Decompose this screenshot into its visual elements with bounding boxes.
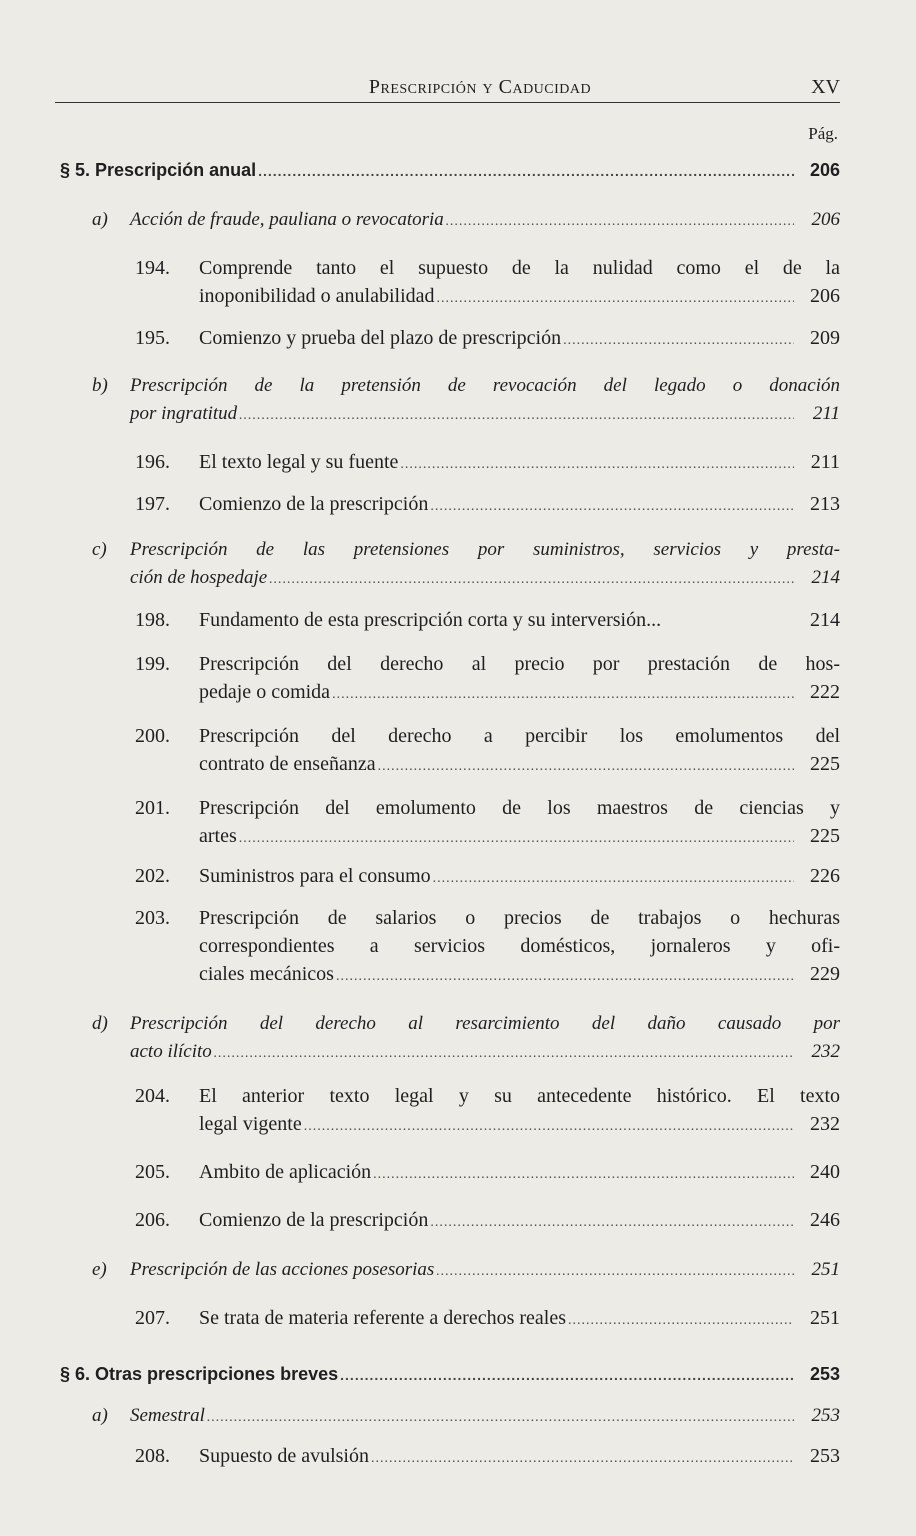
entry-title: Fundamento de esta prescripción corta y su interversión... xyxy=(199,609,662,631)
page-number: 229 xyxy=(810,963,840,985)
toc-item[interactable] xyxy=(135,722,840,781)
header-rule xyxy=(55,102,840,103)
page-number: 211 xyxy=(812,403,840,424)
entry-title-line2: pedaje o comida xyxy=(199,681,331,703)
running-head xyxy=(60,76,840,100)
subsection-entry[interactable] xyxy=(92,1010,840,1068)
entry-title: Se trata de materia referente a derechos reales xyxy=(199,1307,566,1329)
page-folio: XV xyxy=(811,76,840,98)
item-number: 205. xyxy=(135,1161,170,1183)
page-number: 222 xyxy=(810,681,840,703)
page-number: 209 xyxy=(810,327,840,349)
page-number: 240 xyxy=(810,1161,840,1183)
leader-dots xyxy=(239,402,794,430)
subsection-marker: a) xyxy=(92,1405,108,1426)
leader-dots xyxy=(258,157,794,185)
toc-item[interactable] xyxy=(135,448,840,479)
subsection-entry[interactable] xyxy=(92,206,840,236)
leader-dots xyxy=(563,327,794,355)
entry-title: Comienzo y prueba del plazo de prescripción xyxy=(199,327,562,349)
item-number: 206. xyxy=(135,1209,170,1231)
entry-title: Comienzo de la prescripción xyxy=(199,493,429,515)
toc-item[interactable] xyxy=(135,1304,840,1335)
page-number: 253 xyxy=(811,1405,840,1426)
entry-title-line1: Prescripción de salarios o precios de trabajos o hechuras xyxy=(199,907,840,929)
page-number: 232 xyxy=(811,1041,840,1062)
toc-item[interactable] xyxy=(135,490,840,521)
leader-dots xyxy=(400,451,794,479)
item-number: 203. xyxy=(135,907,170,929)
subsection-entry[interactable] xyxy=(92,536,840,594)
entry-title-line1: Prescripción del derecho al precio por prestación de hos- xyxy=(199,653,840,675)
item-number: 202. xyxy=(135,865,170,887)
leader-dots xyxy=(436,1258,794,1286)
leader-dots xyxy=(433,865,794,893)
entry-title-line2: contrato de enseñanza xyxy=(199,753,376,775)
item-number: 194. xyxy=(135,257,170,279)
page-number: 253 xyxy=(810,1445,840,1467)
leader-dots xyxy=(430,1209,794,1237)
item-number: 197. xyxy=(135,493,170,515)
toc-item[interactable] xyxy=(135,1158,840,1189)
subsection-entry[interactable] xyxy=(92,1402,840,1432)
entry-title: § 6. Otras prescripciones breves xyxy=(60,1364,339,1384)
leader-dots xyxy=(214,1040,794,1068)
page-number: 226 xyxy=(810,865,840,887)
subsection-entry[interactable] xyxy=(92,372,840,430)
entry-title-line2: artes xyxy=(199,825,237,847)
page-number: 253 xyxy=(809,1364,840,1384)
leader-dots xyxy=(304,1113,794,1141)
entry-title: Semestral xyxy=(130,1405,205,1426)
entry-title-line1: Prescripción del derecho al resarcimiento del daño causado por xyxy=(130,1013,840,1034)
page-column-label: Pág. xyxy=(808,124,838,143)
item-number: 195. xyxy=(135,327,170,349)
entry-title-line1: El anterior texto legal y su antecedente histórico. El texto xyxy=(199,1085,840,1107)
entry-title-line3: ciales mecánicos xyxy=(199,963,334,985)
page-number: 225 xyxy=(810,753,840,775)
entry-title: Prescripción de las acciones posesorias xyxy=(130,1259,435,1280)
leader-dots xyxy=(239,825,794,853)
leader-dots xyxy=(340,1361,794,1389)
toc-item[interactable] xyxy=(135,1442,840,1473)
item-number: 200. xyxy=(135,725,170,747)
page-number: 214 xyxy=(811,567,840,588)
entry-title-line1: Prescripción del derecho a percibir los emolumentos del xyxy=(199,725,840,747)
page-number: 225 xyxy=(810,825,840,847)
leader-dots xyxy=(207,1404,794,1432)
subsection-marker: d) xyxy=(92,1013,108,1034)
toc-item[interactable] xyxy=(135,794,840,853)
item-number: 208. xyxy=(135,1445,170,1467)
page-number: 213 xyxy=(810,493,840,515)
leader-dots xyxy=(446,208,794,236)
item-number: 196. xyxy=(135,451,170,473)
entry-title-line1: Comprende tanto el supuesto de la nulidad como el de la xyxy=(199,257,840,279)
toc-item[interactable] xyxy=(135,324,840,355)
entry-title-line1: Prescripción de las pretensiones por suministros, servicios y presta- xyxy=(130,539,840,560)
entry-title-line2: acto ilícito xyxy=(130,1041,212,1062)
toc-item[interactable] xyxy=(135,862,840,893)
toc-item[interactable] xyxy=(135,1082,840,1141)
page-number: 251 xyxy=(811,1259,840,1280)
subsection-marker: e) xyxy=(92,1259,107,1280)
item-number: 198. xyxy=(135,609,170,631)
leader-dots xyxy=(332,681,794,709)
entry-title: Acción de fraude, pauliana o revocatoria xyxy=(130,209,444,230)
item-number: 204. xyxy=(135,1085,170,1107)
subsection-marker: b) xyxy=(92,375,108,396)
page-number: 206 xyxy=(810,285,840,307)
leader-dots xyxy=(269,566,794,594)
page-number: 246 xyxy=(810,1209,840,1231)
entry-title-line1: Prescripción del emolumento de los maestros de ciencias y xyxy=(199,797,840,819)
section-entry[interactable] xyxy=(60,1360,840,1389)
subsection-marker: c) xyxy=(92,539,107,560)
item-number: 199. xyxy=(135,653,170,675)
entry-title: Suministros para el consumo xyxy=(199,865,431,887)
leader-dots xyxy=(437,285,794,313)
item-number: 207. xyxy=(135,1307,170,1329)
leader-dots xyxy=(430,493,794,521)
toc-item[interactable] xyxy=(135,904,840,991)
entry-title-line2: correspondientes a servicios domésticos, jornaleros y ofi- xyxy=(199,935,840,957)
entry-title-line1: Prescripción de la pretensión de revocación del legado o donación xyxy=(130,375,840,396)
subsection-entry[interactable] xyxy=(92,1256,840,1286)
page-number: 206 xyxy=(811,209,840,230)
entry-title: § 5. Prescripción anual xyxy=(60,160,257,180)
leader-dots xyxy=(378,753,794,781)
page-number: 232 xyxy=(810,1113,840,1135)
page-number: 251 xyxy=(810,1307,840,1329)
entry-title: Supuesto de avulsión xyxy=(199,1445,369,1467)
subsection-marker: a) xyxy=(92,209,108,230)
entry-title-line2: por ingratitud xyxy=(130,403,238,424)
entry-title-line2: inoponibilidad o anulabilidad xyxy=(199,285,435,307)
page-number: 206 xyxy=(809,160,840,180)
entry-title: Comienzo de la prescripción xyxy=(199,1209,429,1231)
running-title: Prescripción y Caducidad xyxy=(368,76,592,98)
item-number: 201. xyxy=(135,797,170,819)
leader-dots xyxy=(568,1307,794,1335)
page-number: 214 xyxy=(810,609,840,631)
entry-title-line2: ción de hospedaje xyxy=(130,567,268,588)
section-entry[interactable] xyxy=(60,156,840,185)
page-number: 211 xyxy=(810,451,840,473)
entry-title: El texto legal y su fuente xyxy=(199,451,399,473)
leader-dots xyxy=(371,1445,794,1473)
entry-title-line2: legal vigente xyxy=(199,1113,302,1135)
toc-item[interactable] xyxy=(135,650,840,709)
leader-dots xyxy=(336,963,794,991)
entry-title: Ambito de aplicación xyxy=(199,1161,372,1183)
leader-dots xyxy=(373,1161,794,1189)
toc-item[interactable] xyxy=(135,606,840,634)
toc-item[interactable] xyxy=(135,254,840,313)
toc-item[interactable] xyxy=(135,1206,840,1237)
